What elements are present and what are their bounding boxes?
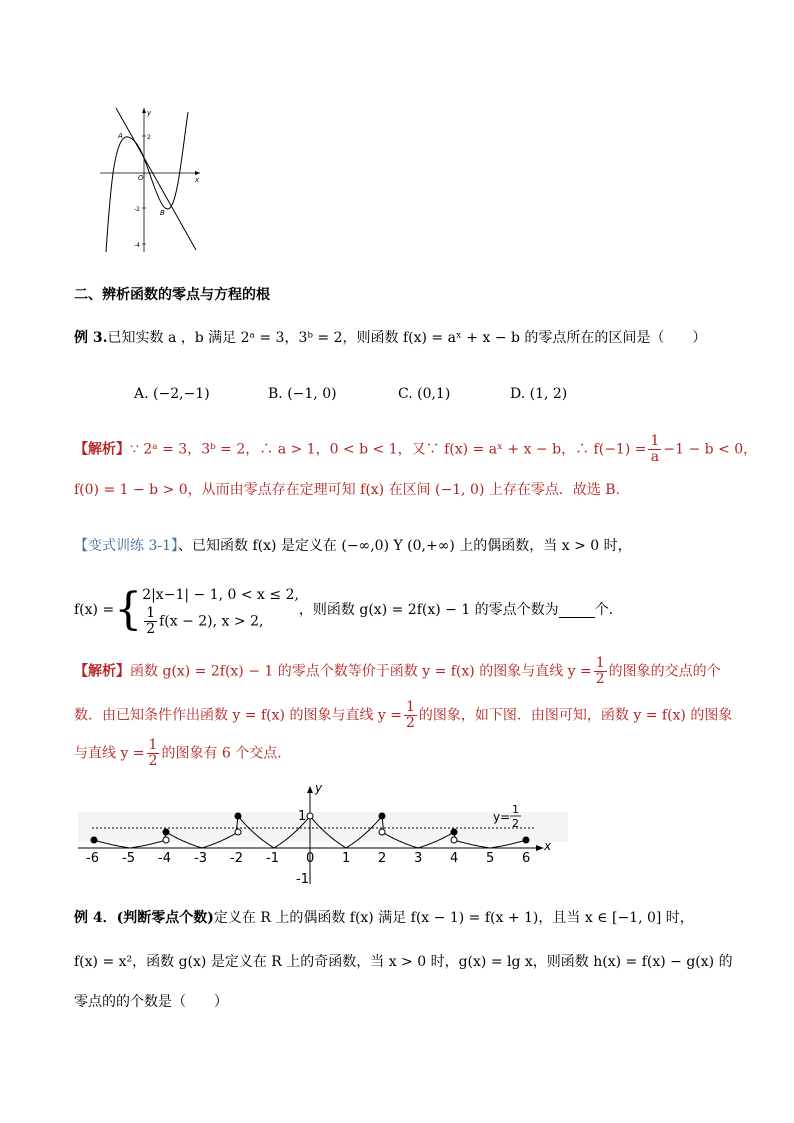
y-tick-m1: -1 bbox=[296, 872, 309, 887]
graph1-x-label: x bbox=[195, 176, 200, 184]
line-label-num: 1 bbox=[512, 803, 519, 816]
graph1-point-b: B bbox=[160, 209, 165, 217]
straight-line bbox=[116, 108, 196, 250]
option-d: D. (1, 2) bbox=[510, 386, 568, 402]
closed-endpoint bbox=[451, 829, 457, 835]
example-4-line-2: f(x) = x²，函数 g(x) 是定义在 R 上的奇函数，当 x > 0 时，g(x) = lg x，则函数 h(x) = f(x) − g(x) 的 bbox=[74, 954, 733, 970]
solution-3-1-line-1: 【解析】函数 g(x) = 2f(x) − 1 的零点个数等价于函数 y = f(x) 的图象与直线 y = $\frac{1}{2}$ 的图象的交点的个 bbox=[74, 655, 721, 687]
x-tick-label: -5 bbox=[122, 851, 135, 866]
example-4-line-1: 例 4．(判断零点个数)定义在 R 上的偶函数 f(x) 满足 f(x − 1) = f(x + 1)，且当 x ∈ [−1, 0] 时， bbox=[74, 910, 694, 926]
open-endpoint bbox=[451, 837, 457, 843]
open-endpoint bbox=[235, 829, 241, 835]
x-tick-label: 4 bbox=[450, 851, 459, 866]
x-tick-label: -4 bbox=[158, 851, 171, 866]
x-tick-labels bbox=[86, 851, 530, 866]
answer-blank[interactable] bbox=[559, 603, 595, 618]
example-3-label: 例 3. bbox=[74, 330, 108, 346]
x-tick-label: 1 bbox=[342, 851, 351, 866]
x-tick-label: 2 bbox=[378, 851, 387, 866]
graph1-tick-m2: -2 bbox=[134, 206, 140, 213]
closed-endpoint bbox=[163, 829, 169, 835]
variant-3-1-tag: 【变式训练 3-1】 bbox=[74, 538, 178, 554]
graph1-point-a: A bbox=[118, 132, 123, 140]
graph1-tick-m4: -4 bbox=[134, 242, 140, 249]
open-endpoint bbox=[163, 837, 169, 843]
solution-3-1-line-2: 数．由已知条件作出函数 y = f(x) 的图象与直线 y = $\frac{1}{2}$ 的图象，如下图．由图可知，函数 y = f(x) 的图象 bbox=[74, 699, 733, 731]
x-axis-arrow bbox=[536, 845, 544, 851]
solution-3-1-line-3: 与直线 y = $\frac{1}{2}$ 的图象有 6 个交点． bbox=[74, 737, 292, 769]
x-tick-label: -6 bbox=[86, 851, 99, 866]
line-label-y: y= bbox=[493, 810, 511, 824]
section-title: 二、辨析函数的零点与方程的根 bbox=[74, 287, 270, 303]
x-tick-label: 6 bbox=[522, 851, 531, 866]
closed-endpoint bbox=[91, 837, 97, 843]
y-axis-arrow bbox=[307, 786, 313, 793]
solution-3-line-2: f(0) = 1 − b > 0，从而由零点存在定理可知 f(x) 在区间 (−1, 0) 上存在零点．故选 B. bbox=[74, 482, 621, 498]
x-axis-arrow bbox=[195, 171, 200, 175]
option-b: B. (−1, 0) bbox=[268, 386, 337, 402]
y-tick-1: 1 bbox=[298, 809, 307, 824]
graph2-y-label: y bbox=[315, 781, 323, 795]
option-c: C. (0,1) bbox=[398, 386, 451, 402]
cubic-function-graph bbox=[96, 104, 206, 256]
x-tick-label: -1 bbox=[266, 851, 279, 866]
example-3-text: 已知实数 a ，b 满足 2ᵃ = 3，3ᵇ = 2，则函数 f(x) = aˣ + x − b 的零点所在的区间是（ ） bbox=[107, 330, 707, 346]
y-axis-arrow bbox=[142, 108, 146, 113]
x-tick-label: -3 bbox=[194, 851, 207, 866]
open-endpoint bbox=[307, 813, 313, 819]
graph1-y-label: y bbox=[147, 109, 152, 117]
closed-endpoint bbox=[523, 837, 529, 843]
open-endpoint bbox=[379, 829, 385, 835]
example-3-question bbox=[74, 328, 706, 348]
fraction-one-over-a: $\frac{1}{a}$ bbox=[650, 433, 660, 465]
solution-3-line-1: 【解析】∵ 2ᵃ = 3，3ᵇ = 2，∴ a > 1，0 < b < 1，又∵ f(x) = aˣ + x − b，∴ f(−1) = $\frac{1}{a}$ −1 − b < 0， bbox=[74, 433, 758, 465]
solution-3-tag: 【解析】 bbox=[74, 441, 130, 458]
x-tick-label: 3 bbox=[414, 851, 423, 866]
option-a: A. (−2,−1) bbox=[134, 386, 210, 402]
piecewise-cases: 2|x−1| − 1, 0 < x ≤ 2, $\frac{1}{2}$ f(x − 2), x > 2, bbox=[142, 586, 299, 637]
example-4-label: 例 4．(判断零点个数) bbox=[74, 910, 214, 926]
left-brace: { bbox=[114, 584, 143, 635]
example-4-line-3: 零点的的个数是（ ） bbox=[74, 994, 228, 1010]
x-tick-label: 5 bbox=[486, 851, 495, 866]
graph2-x-label: x bbox=[544, 839, 552, 853]
x-tick-label: 0 bbox=[306, 851, 315, 866]
zigzag-function-graph bbox=[70, 780, 570, 888]
line-label-den: 2 bbox=[512, 817, 519, 830]
x-tick-label: -2 bbox=[230, 851, 243, 866]
solution-3-1-tag: 【解析】 bbox=[74, 663, 130, 680]
graph1-tick-2: 2 bbox=[147, 134, 151, 141]
closed-endpoint bbox=[379, 813, 385, 819]
variant-3-1-line-1: 【变式训练 3-1】、已知函数 f(x) 是定义在 (−∞,0) Y (0,+∞) 上的偶函数，当 x > 0 时， bbox=[74, 538, 632, 554]
graph1-origin-label: O bbox=[138, 174, 144, 182]
piecewise-definition: f(x) = { 2|x−1| − 1, 0 < x ≤ 2, $\frac{1}{2}$ f(x − 2), x > 2, ，则函数 g(x) = 2f(x) − 1 的零点个数为 个． bbox=[74, 584, 623, 637]
closed-endpoint bbox=[235, 813, 241, 819]
